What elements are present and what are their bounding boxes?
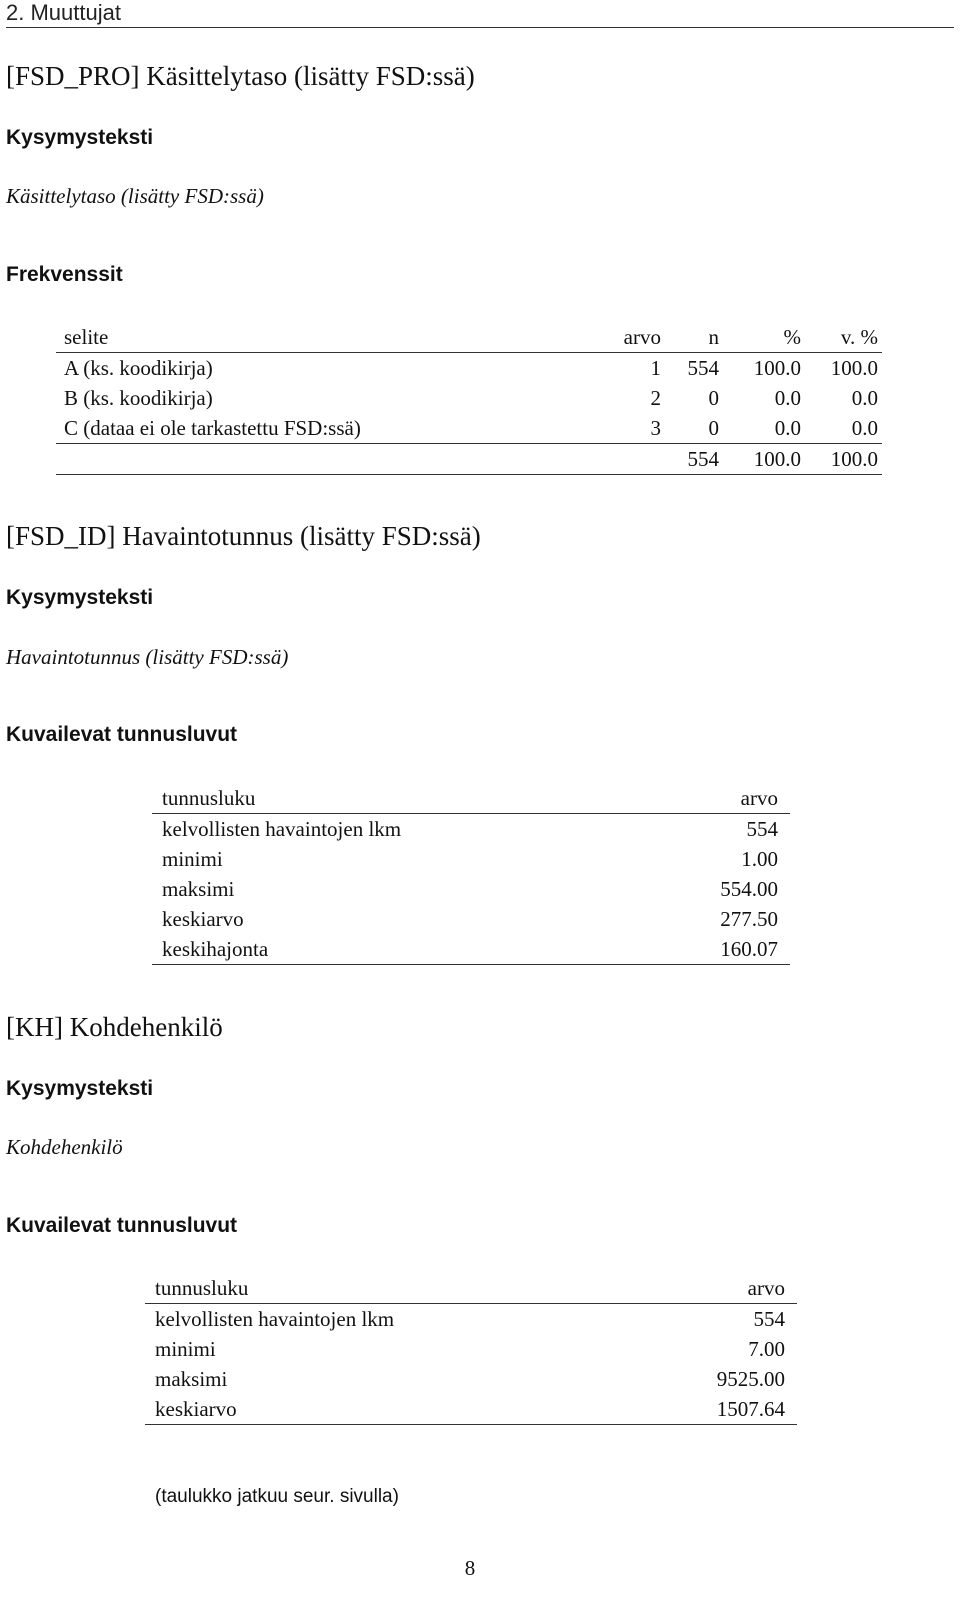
- row-vpct: 100.0: [830, 356, 878, 380]
- column-header-pct: %: [719, 322, 801, 353]
- table-row: [56, 383, 882, 413]
- table-header-row: [145, 1273, 797, 1304]
- stat-value: 554: [746, 817, 778, 841]
- table-row: [152, 844, 790, 874]
- row-label: B (ks. koodikirja): [64, 386, 213, 410]
- column-header-vpct: v. %: [801, 322, 882, 353]
- table-row: [152, 874, 790, 904]
- stat-label: minimi: [155, 1337, 216, 1361]
- descriptive-stats-heading: Kuvailevat tunnusluvut: [6, 723, 238, 746]
- column-header-value: arvo: [605, 1273, 797, 1304]
- variable-title: [KH] Kohdehenkilö: [6, 1012, 223, 1042]
- descriptive-stats-table: [152, 783, 790, 965]
- row-pct: 0.0: [774, 386, 801, 410]
- question-heading: Kysymysteksti: [6, 126, 154, 149]
- table-row: [145, 1334, 797, 1364]
- stat-value: 554.00: [720, 877, 778, 901]
- row-vpct: 0.0: [851, 416, 878, 440]
- stat-value: 9525.00: [716, 1367, 785, 1391]
- stat-label: maksimi: [162, 877, 235, 901]
- stat-value: 1507.64: [605, 1394, 797, 1425]
- table-row: [152, 934, 790, 965]
- row-pct: 100.0: [753, 356, 801, 380]
- stat-label: maksimi: [155, 1367, 228, 1391]
- table-header-row: [152, 783, 790, 814]
- frequency-table: [56, 322, 882, 475]
- descriptive-stats-heading: Kuvailevat tunnusluvut: [6, 1214, 238, 1237]
- column-header-label: selite: [56, 322, 556, 353]
- page-number: 8: [464, 1556, 476, 1580]
- stat-value: 160.07: [602, 934, 790, 965]
- column-header-stat: tunnusluku: [152, 783, 602, 814]
- row-value: 1: [650, 356, 661, 380]
- row-n: 0: [708, 386, 719, 410]
- table-row: [145, 1304, 797, 1335]
- row-n: 554: [687, 356, 719, 380]
- question-heading: Kysymysteksti: [6, 586, 154, 609]
- table-row: [152, 904, 790, 934]
- total-pct: 100.0: [719, 444, 801, 475]
- question-heading: Kysymysteksti: [6, 1077, 154, 1100]
- stat-label: kelvollisten havaintojen lkm: [155, 1307, 395, 1331]
- row-label: A (ks. koodikirja): [64, 356, 213, 380]
- question-text: Havaintotunnus (lisätty FSD:ssä): [6, 645, 289, 669]
- column-header-value: arvo: [556, 322, 661, 353]
- column-header-stat: tunnusluku: [145, 1273, 605, 1304]
- stat-label: kelvollisten havaintojen lkm: [162, 817, 402, 841]
- row-vpct: 0.0: [851, 386, 878, 410]
- row-label: C (dataa ei ole tarkastettu FSD:ssä): [64, 416, 361, 440]
- header-rule: [6, 27, 954, 28]
- stat-label: minimi: [162, 847, 223, 871]
- row-n: 0: [708, 416, 719, 440]
- variable-title: [FSD_PRO] Käsittelytaso (lisätty FSD:ssä): [6, 61, 475, 91]
- table-row: [56, 353, 882, 384]
- stat-value: 554: [753, 1307, 785, 1331]
- stat-label: keskihajonta: [152, 934, 602, 965]
- question-text: Käsittelytaso (lisätty FSD:ssä): [6, 184, 264, 208]
- table-continued-note: (taulukko jatkuu seur. sivulla): [155, 1486, 399, 1507]
- total-vpct: 100.0: [801, 444, 882, 475]
- stat-label: keskiarvo: [145, 1394, 605, 1425]
- frequencies-heading: Frekvenssit: [6, 263, 123, 286]
- table-header-row: [56, 322, 882, 353]
- table-row: [145, 1394, 797, 1425]
- table-total-row: [56, 444, 882, 475]
- table-row: [145, 1364, 797, 1394]
- descriptive-stats-table: [145, 1273, 797, 1425]
- stat-value: 7.00: [748, 1337, 785, 1361]
- chapter-header: 2. Muuttujat: [6, 0, 121, 25]
- row-value: 2: [650, 386, 661, 410]
- question-text: Kohdehenkilö: [6, 1135, 123, 1159]
- column-header-value: arvo: [602, 783, 790, 814]
- stat-label: keskiarvo: [162, 907, 244, 931]
- row-value: 3: [650, 416, 661, 440]
- total-n: 554: [661, 444, 719, 475]
- stat-value: 1.00: [741, 847, 778, 871]
- table-row: [152, 814, 790, 845]
- variable-title: [FSD_ID] Havaintotunnus (lisätty FSD:ssä): [6, 521, 481, 551]
- stat-value: 277.50: [720, 907, 778, 931]
- row-pct: 0.0: [774, 416, 801, 440]
- column-header-n: n: [661, 322, 719, 353]
- table-row: [56, 413, 882, 444]
